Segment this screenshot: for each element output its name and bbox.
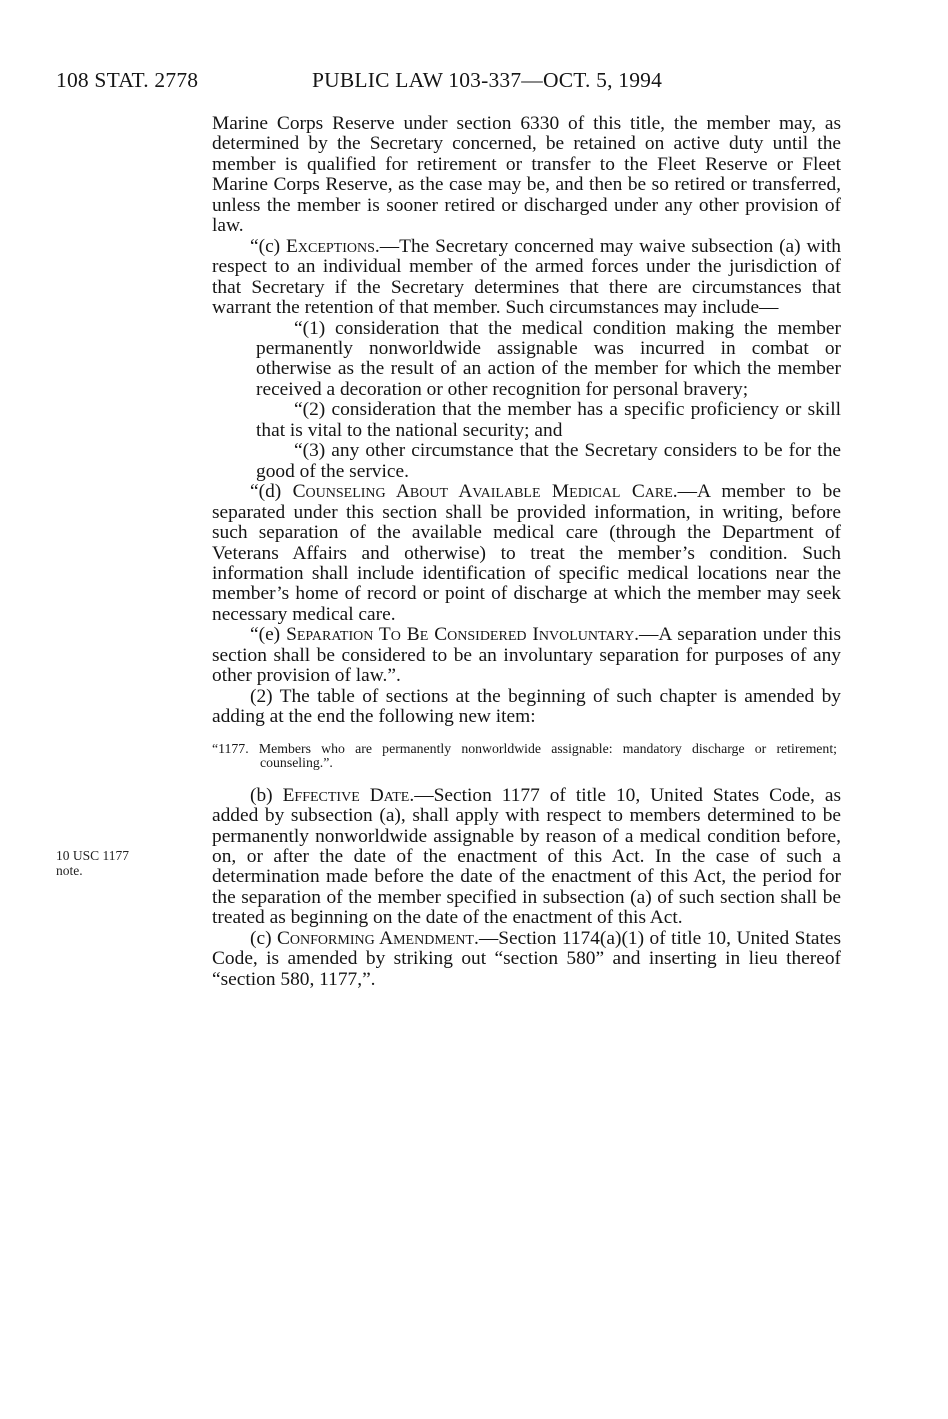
- subsection-b-heading: Effective Date.: [282, 784, 415, 806]
- conforming-text: —Section 1174(a)(1) of title 10, United States Code, is amended by striking out “section 580” and inserting in lieu thereof “section 580, 1177,”.: [212, 927, 841, 990]
- document-body: [212, 114, 841, 990]
- clause-2: “(2) consideration that the member has a specific proficiency or skill that is vital to the national security; and: [256, 399, 841, 441]
- subsection-e-heading: Separation To Be Considered Involuntary.: [286, 624, 640, 646]
- subsection-b-prefix: (b): [250, 784, 283, 806]
- subsection-e-text: —A separation under this section shall be considered to be an involuntary separation for purposes of any other provision of law.”.: [212, 624, 841, 687]
- subsection-e-separation: [212, 625, 841, 686]
- subsection-d-text: —A member to be separated under this section shall be provided information, in writing, before such separation of the available medical care (through the Department of Veterans Affairs and otherwise) to treat the member’s condition. Such information shall include identification of specific medical locations near the member’s home of record or point of discharge at which the member may seek necessary medical care.: [212, 481, 841, 625]
- subsection-b-effective-date: [212, 786, 841, 929]
- margin-note-line-2: note.: [56, 863, 83, 878]
- page-header: [56, 68, 888, 100]
- subsection-c-conforming-amendment: [212, 929, 841, 990]
- subsection-d-counseling: [212, 482, 841, 625]
- conforming-prefix: (c): [250, 927, 277, 949]
- subsection-b-text: —Section 1177 of title 10, United States Code, as added by subsection (a), shall apply with respect to members determined to be permanently nonworldwide assignable by reason of a medical condition before, on, or after the date of the enactment of this Act. In the case of such a determination made before the date of the enactment of this Act, the period for the separation of the member specified in subsection (a) of such section shall be treated as beginning on the date of the enactment of this Act.: [212, 784, 841, 929]
- public-law-title: PUBLIC LAW 103-337—OCT. 5, 1994: [312, 68, 663, 92]
- clause-3: “(3) any other circumstance that the Secretary considers to be for the good of the service.: [256, 440, 841, 482]
- subsection-e-prefix: “(e): [250, 624, 287, 646]
- subsection-c-exceptions: [212, 237, 841, 319]
- statute-page-number: 108 STAT. 2778: [56, 68, 199, 92]
- paragraph-2-table-of-sections: (2) The table of sections at the beginning of such chapter is amended by adding at the end the following new item:: [212, 685, 841, 728]
- conforming-heading: Conforming Amendment.: [276, 927, 479, 949]
- table-of-sections-item: “1177. Members who are permanently nonworldwide assignable: mandatory discharge or retirement; counseling.”.: [212, 740, 837, 771]
- margin-note: [56, 848, 129, 878]
- margin-note-line-1: 10 USC 1177: [56, 848, 130, 863]
- subsection-c-heading: Exceptions.: [286, 235, 380, 257]
- clause-1: “(1) consideration that the medical condition making the member permanently nonworldwide assignable was incurred in combat or otherwise as the result of an action of the member for which the member received a decoration or other recognition for personal bravery;: [256, 317, 841, 400]
- paragraph-continuation: Marine Corps Reserve under section 6330 of this title, the member may, as determined by the Secretary concerned, be retained on active duty until the member is qualified for retirement or transfer to the Fleet Reserve or Fleet Marine Corps Reserve, as the case may be, and then be so retired or transferred, unless the member is sooner retired or discharged under any other provision of law.: [212, 113, 841, 237]
- subsection-d-heading: Counseling About Available Medical Care.: [292, 481, 678, 503]
- subsection-c-prefix: “(c): [250, 235, 287, 257]
- subsection-d-prefix: “(d): [250, 481, 293, 503]
- subsection-c-text: —The Secretary concerned may waive subsection (a) with respect to an individual member of the armed forces under the jurisdiction of that Secretary if the Secretary determines that there are circumstances that warrant the retention of that member. Such circumstances may include—: [212, 235, 841, 319]
